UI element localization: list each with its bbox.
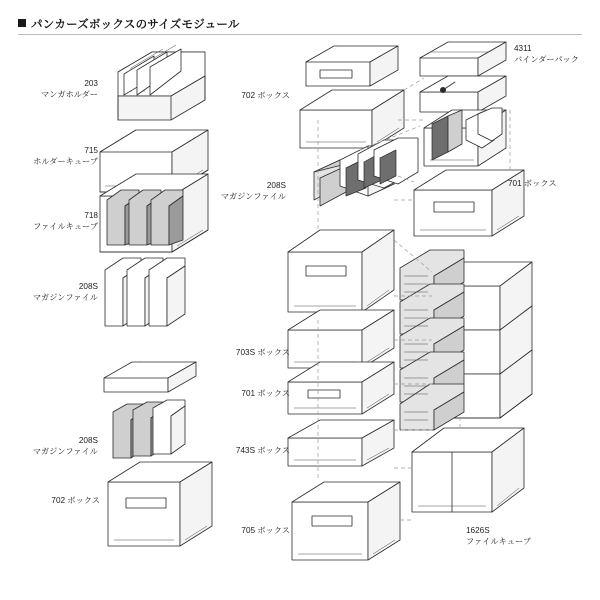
label-705 — [202, 525, 290, 536]
label-4311-name: バインダーパック — [514, 55, 579, 65]
label-743S — [202, 445, 290, 456]
label-4311-number: 4311 — [514, 44, 532, 53]
label-208S-b — [8, 435, 98, 457]
label-208S-a-name: マガジンファイル — [32, 293, 98, 303]
label-715-number: 715 — [84, 146, 98, 155]
label-702-b-number: 702 ボックス — [241, 91, 290, 100]
label-701-a — [202, 388, 290, 399]
label-718-name: ファイルキューブ — [33, 222, 98, 232]
item-705-drawing — [292, 482, 400, 560]
label-1626S-name: ファイルキューブ — [466, 537, 531, 547]
label-203-number: 203 — [84, 79, 98, 88]
label-718-number: 718 — [84, 211, 98, 220]
item-208S-b-drawing — [113, 400, 185, 458]
item-right-stack-drawing — [400, 250, 532, 430]
label-715-name: ホルダーキューブ — [33, 157, 98, 167]
label-702-a — [8, 495, 100, 506]
label-208S-c — [196, 180, 286, 202]
label-705-number: 705 ボックス — [241, 526, 290, 535]
label-715 — [8, 145, 98, 167]
label-208S-a-number: 208S — [78, 282, 98, 291]
item-binder-insert-drawing — [424, 108, 506, 166]
label-702-a-number: 702 ボックス — [51, 496, 100, 505]
label-1626S — [466, 525, 556, 547]
item-718-drawing — [100, 174, 208, 252]
label-208S-b-name: マガジンファイル — [32, 447, 98, 457]
label-208S-a — [8, 281, 98, 303]
label-701-b-number: 701 ボックス — [508, 179, 557, 188]
item-middle-box-1-drawing — [288, 230, 394, 312]
item-4311-drawing — [420, 42, 506, 112]
item-701-a-drawing — [288, 362, 394, 414]
item-702-a-drawing — [108, 462, 212, 546]
label-703S-number: 703S ボックス — [235, 348, 290, 357]
page-title-text: パンカーズボックスのサイズモジュール — [31, 19, 240, 31]
label-743S-number: 743S ボックス — [235, 446, 290, 455]
label-208S-c-name: マガジンファイル — [220, 192, 286, 202]
item-lid-drawing — [104, 362, 196, 392]
label-701-b — [508, 178, 592, 189]
label-702-b — [218, 90, 290, 101]
label-703S — [202, 347, 290, 358]
label-718 — [8, 210, 98, 232]
label-208S-c-number: 208S — [266, 181, 286, 190]
item-1626S-drawing — [412, 428, 524, 512]
item-702-b-drawing — [300, 46, 404, 148]
label-4311 — [514, 43, 594, 65]
label-203 — [20, 78, 98, 100]
label-701-a-number: 701 ボックス — [241, 389, 290, 398]
item-208S-a-drawing — [105, 258, 185, 326]
item-743S-drawing — [288, 420, 394, 466]
label-1626S-number: 1626S — [466, 526, 490, 535]
label-203-name: マンガホルダー — [41, 90, 98, 100]
item-203-drawing — [118, 45, 205, 120]
label-208S-b-number: 208S — [78, 436, 98, 445]
item-703S-drawing — [288, 310, 394, 368]
